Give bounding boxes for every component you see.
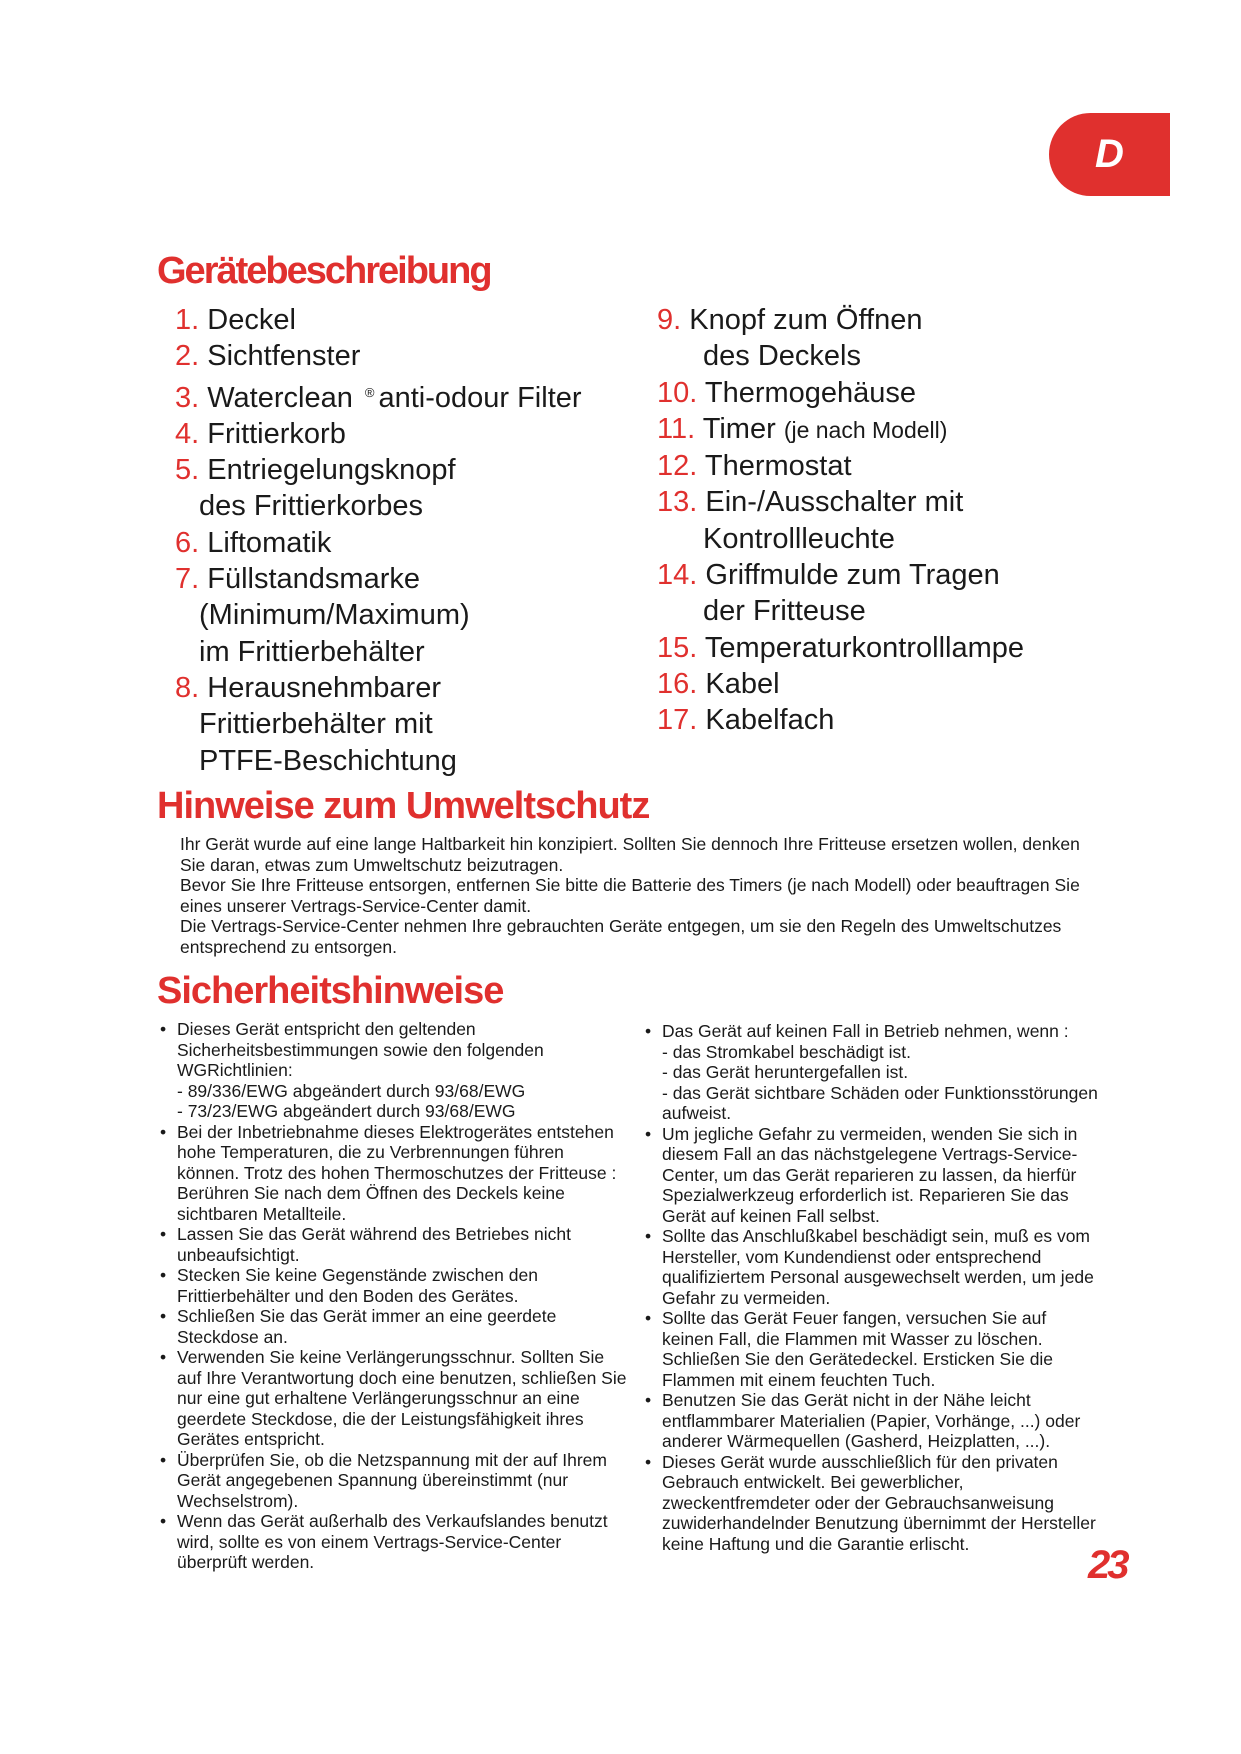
item-continuation: Frittierbehälter mit <box>199 708 433 741</box>
item-continuation: des Deckels <box>703 340 861 373</box>
item-number: 4. <box>175 417 200 450</box>
bullet-item: • Schließen Sie das Gerät immer an eine geerdete Steckdose an. <box>160 1306 630 1347</box>
item-label: Thermostat <box>704 450 852 483</box>
item-label: Liftomatik <box>207 526 332 559</box>
list-item <box>175 375 655 416</box>
item-number: 2. <box>175 340 200 373</box>
item-number: 10. <box>657 376 698 409</box>
item-label: Füllstandsmarke <box>207 563 420 596</box>
list-item <box>657 630 1117 666</box>
bullet-item: • Dieses Gerät wurde ausschließlich für den privaten Gebrauch entwickelt. Bei gewerblicher, zweckentfremdeter oder der Gebrauchsanweisung zuwiderhandelnder Benutzung übernimmt der Hersteller keine Haftung und die Garantie erlischt. <box>645 1452 1100 1555</box>
item-number: 12. <box>657 450 698 483</box>
item-label: Entriegelungsknopf <box>207 454 456 487</box>
list-item <box>175 670 655 779</box>
item-label: Knopf zum Öffnen <box>689 304 923 336</box>
parts-list-left <box>175 302 655 779</box>
item-label: Waterclean <box>207 381 353 414</box>
bullet-item: • Sollte das Gerät Feuer fangen, versuchen Sie auf keinen Fall, die Flammen mit Wasser zu löschen. Schließen Sie den Gerätedeckel. Ersticken Sie die Flammen mit einem feuchten Tuch. <box>645 1308 1100 1390</box>
section-title-safety: Sicherheitshinweise <box>157 970 504 1012</box>
item-continuation: PTFE-Beschichtung <box>199 744 457 777</box>
item-number: 13. <box>657 486 698 519</box>
item-continuation: Kontrollleuchte <box>703 522 895 555</box>
list-item <box>175 561 655 670</box>
item-label: Timer <box>702 412 776 445</box>
sub-item: - 73/23/EWG abgeändert durch 93/68/EWG <box>177 1101 516 1121</box>
bullet-item: • Dieses Gerät entspricht den geltenden Sicherheitsbestimmungen sowie den folgenden WGRichtlinien: <box>160 1019 630 1081</box>
list-item <box>175 416 655 452</box>
environment-list <box>163 834 1093 957</box>
bullet-item: • Sollte das Anschlußkabel beschädigt sein, muß es vom Hersteller, vom Kundendienst oder entsprechend qualifiziertem Personal ausgewechselt werden, um jede Gefahr zu vermeiden. <box>645 1226 1100 1308</box>
item-number: 17. <box>657 704 698 737</box>
section-title-description: Gerätebeschreibung <box>157 250 491 292</box>
item-label-continued: anti-odour Filter <box>378 381 582 414</box>
item-number: 11. <box>657 412 696 445</box>
item-label: Herausnehmbarer <box>207 671 441 704</box>
list-item <box>175 452 655 525</box>
list-item <box>657 302 1117 375</box>
item-label: Temperaturkontrolllampe <box>704 631 1025 664</box>
sub-item: - das Gerät heruntergefallen ist. <box>662 1062 909 1082</box>
item-label: Kabelfach <box>705 704 835 737</box>
item-label: Ein-/Ausschalter mit <box>705 486 964 519</box>
item-label: Deckel <box>207 304 296 336</box>
item-continuation: (Minimum/Maximum) <box>199 599 470 632</box>
bullet-item: • Um jegliche Gefahr zu vermeiden, wenden Sie sich in diesem Fall an das nächstgelegene Vertrags-Service-Center, um das Gerät reparieren zu lassen, da hierfür Spezialwerkzeug erforderlich ist. Reparieren Sie das Gerät auf keinen Fall selbst. <box>645 1124 1100 1227</box>
sub-item: - das Gerät sichtbare Schäden oder Funktionsstörungen aufweist. <box>662 1082 1098 1123</box>
item-label: Griffmulde zum Tragen <box>705 559 1000 592</box>
bullet-item: • Stecken Sie keine Gegenstände zwischen den Frittierbehälter und den Boden des Gerätes. <box>160 1265 630 1306</box>
item-label: Sichtfenster <box>207 340 361 373</box>
item-number: 3. <box>175 381 200 414</box>
item-number: 8. <box>175 671 200 704</box>
item-continuation: der Fritteuse <box>703 595 866 628</box>
safety-list-right <box>645 1021 1100 1554</box>
sub-item: Bevor Sie Ihre Fritteuse entsorgen, entfernen Sie bitte die Batterie des Timers (je nach Modell) oder beauftragen Sie eines unserer Vertrags-Service-Center damit. <box>180 875 1080 916</box>
sub-item: - das Stromkabel beschädigt ist. <box>662 1041 912 1062</box>
bullet-item: • Verwenden Sie keine Verlängerungsschnur. Sollten Sie auf Ihre Verantwortung doch eine benutzen, schließen Sie nur eine gut erhaltene Verlängerungsschnur an eine geerdete Steckdose, die der Leistungsfähigkeit ihres Gerätes entspricht. <box>160 1347 630 1450</box>
list-item <box>175 302 655 338</box>
bullet-item: • Überprüfen Sie, ob die Netzspannung mit der auf Ihrem Gerät angegebenen Spannung übereinstimmt (nur Wechselstrom). <box>160 1450 630 1512</box>
language-tab: D <box>1049 113 1170 196</box>
parts-list-right <box>657 302 1117 739</box>
list-item <box>657 375 1117 411</box>
item-number: 7. <box>175 563 200 596</box>
list-item <box>657 448 1117 484</box>
list-item <box>657 484 1117 557</box>
item-label: Frittierkorb <box>207 417 346 450</box>
item-continuation: im Frittierbehälter <box>199 635 425 668</box>
bullet-item: • Benutzen Sie das Gerät nicht in der Nähe leicht entflammbarer Materialien (Papier, Vorhänge, ...) oder anderer Wärmequellen (Gasherd, Heizplatten, ...). <box>645 1390 1100 1452</box>
sub-item: - 89/336/EWG abgeändert durch 93/68/EWG <box>177 1080 526 1101</box>
item-label: Kabel <box>705 667 780 700</box>
item-number: 14. <box>657 559 698 592</box>
bullet-item: • Lassen Sie das Gerät während des Betriebes nicht unbeaufsichtigt. <box>160 1224 630 1265</box>
item-number: 9. <box>657 304 682 336</box>
list-item <box>657 702 1117 738</box>
list-item <box>657 411 1117 448</box>
sub-item: Ihr Gerät wurde auf eine lange Haltbarkeit hin konzipiert. Sollten Sie dennoch Ihre Fritteuse ersetzen wollen, denken Sie daran, etwas zum Umweltschutz beizutragen. <box>180 834 1080 875</box>
registered-mark: ® <box>364 384 375 400</box>
item-number: 6. <box>175 526 200 559</box>
bullet-item: • Wenn das Gerät außerhalb des Verkaufslandes benutzt wird, sollte es von einem Vertrags-Service-Center überprüft werden. <box>160 1511 630 1573</box>
list-item <box>175 338 655 374</box>
section-title-environment: Hinweise zum Umweltschutz <box>157 785 650 827</box>
sub-item: Die Vertrags-Service-Center nehmen Ihre gebrauchten Geräte entgegen, um sie den Regeln des Umweltschutzes entsprechend zu entsorgen. <box>180 916 1062 957</box>
item-continuation: des Frittierkorbes <box>199 490 424 523</box>
list-item <box>175 525 655 561</box>
item-number: 1. <box>175 304 200 336</box>
list-item <box>657 666 1117 702</box>
list-item <box>657 557 1117 630</box>
item-number: 15. <box>657 631 698 664</box>
item-label: Thermogehäuse <box>704 376 917 409</box>
safety-list-left <box>160 1019 630 1573</box>
bullet-item: • Bei der Inbetriebnahme dieses Elektrogerätes entstehen hohe Temperaturen, die zu Verbrennungen führen können. Trotz des hohen Thermoschutzes der Fritteuse : Berühren Sie nach dem Öffnen des Deckels keine sichtbaren Metallteile. <box>160 1122 630 1225</box>
item-number: 5. <box>175 454 200 487</box>
bullet-item: • Das Gerät auf keinen Fall in Betrieb nehmen, wenn : <box>645 1021 1100 1042</box>
page-number: 23 <box>1088 1543 1127 1587</box>
item-note: (je nach Modell) <box>783 416 948 443</box>
item-number: 16. <box>657 667 698 700</box>
